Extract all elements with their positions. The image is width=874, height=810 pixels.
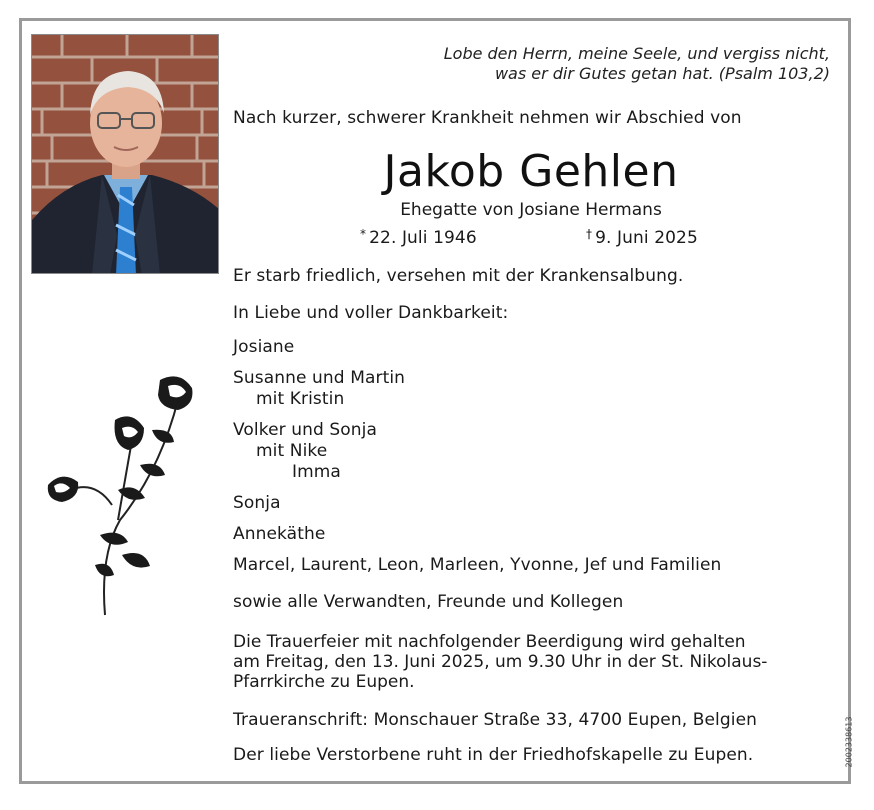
funeral-info	[233, 632, 830, 692]
funeral-line: am Freitag, den 13. Juni 2025, um 9.30 Uhr in der St. Nikolaus-	[233, 652, 768, 672]
family-member: Imma	[292, 462, 341, 482]
death-symbol: †	[586, 227, 593, 241]
deceased-name: Jakob Gehlen	[383, 146, 679, 197]
family-member: Volker und Sonja	[233, 420, 377, 440]
family-member: Sonja	[233, 493, 281, 513]
family-member: mit Nike	[256, 441, 328, 461]
birth-date	[360, 228, 477, 249]
mourning-address: Traueranschrift: Monschauer Straße 33, 4700 Eupen, Belgien	[233, 710, 758, 730]
relatives-line: sowie alle Verwandten, Freunde und Kollegen	[233, 592, 624, 612]
funeral-line: Pfarrkirche zu Eupen.	[233, 672, 415, 692]
intro-text: Nach kurzer, schwerer Krankheit nehmen wir Abschied von	[233, 108, 742, 128]
spouse-line: Ehegatte von Josiane Hermans	[400, 200, 662, 220]
birth-symbol: *	[360, 227, 367, 241]
statement: Er starb friedlich, versehen mit der Krankensalbung.	[233, 266, 684, 286]
birth-date-text: 22. Juli 1946	[369, 228, 477, 248]
resting-place: Der liebe Verstorbene ruht in der Friedhofskapelle zu Eupen.	[233, 745, 754, 765]
death-date-text: 9. Juni 2025	[595, 228, 698, 248]
family-member: Josiane	[233, 337, 295, 357]
quote-line: Lobe den Herrn, meine Seele, und vergiss nicht,	[443, 44, 830, 63]
rose-icon	[40, 370, 200, 620]
quote-line: was er dir Gutes getan hat. (Psalm 103,2)	[494, 64, 830, 83]
ad-code	[843, 706, 855, 778]
bible-quote	[444, 44, 830, 84]
family-member: Susanne und Martin	[233, 368, 406, 388]
family-member: Annekäthe	[233, 524, 326, 544]
mourners-intro: In Liebe und voller Dankbarkeit:	[233, 303, 509, 323]
funeral-line: Die Trauerfeier mit nachfolgender Beerdigung wird gehalten	[233, 632, 746, 652]
family-member: Marcel, Laurent, Leon, Marleen, Yvonne, Jef und Familien	[233, 555, 722, 575]
death-date	[586, 228, 698, 249]
family-member: mit Kristin	[256, 389, 345, 409]
portrait-photo	[31, 34, 219, 274]
ad-code-text: 2002338613	[844, 716, 854, 768]
